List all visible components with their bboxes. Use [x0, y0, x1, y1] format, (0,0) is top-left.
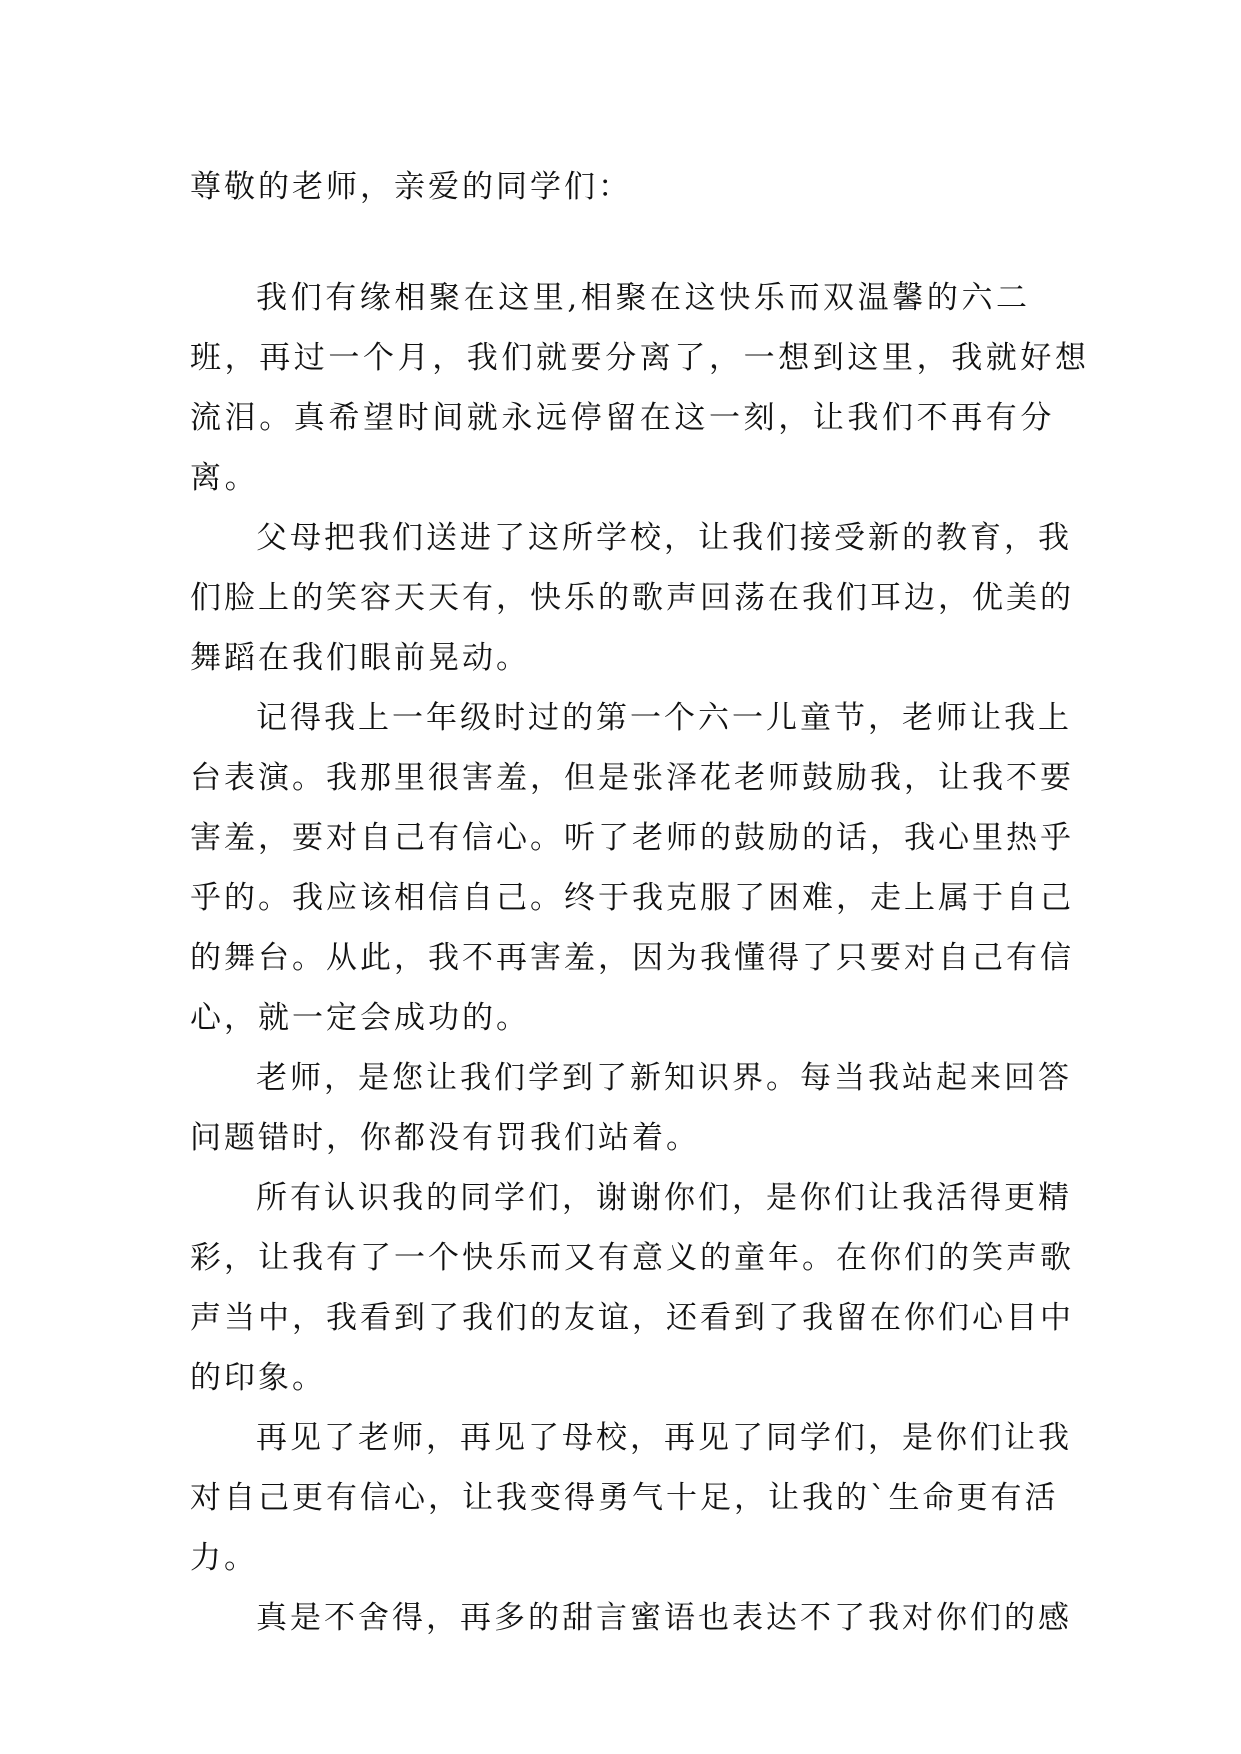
letter-body — [190, 268, 1090, 1648]
paragraph-5: 所有认识我的同学们，谢谢你们，是你们让我活得更精彩，让我有了一个快乐而又有意义的童年。在你们的笑声歌声当中，我看到了我们的友谊，还看到了我留在你们心目中的印象。 — [190, 1180, 1074, 1396]
paragraph-7: 真是不舍得，再多的甜言蜜语也表达不了我对你们的感 — [256, 1600, 1072, 1636]
paragraph-2: 父母把我们送进了这所学校，让我们接受新的教育，我们脸上的笑容天天有，快乐的歌声回荡在我们耳边，优美的舞蹈在我们眼前晃动。 — [190, 520, 1074, 676]
paragraph-4: 老师，是您让我们学到了新知识界。每当我站起来回答问题错时，你都没有罚我们站着。 — [190, 1060, 1072, 1156]
paragraph-3: 记得我上一年级时过的第一个六一儿童节，老师让我上台表演。我那里很害羞，但是张泽花老师鼓励我，让我不要害羞，要对自己有信心。听了老师的鼓励的话，我心里热乎乎的。我应该相信自己。终于我克服了困难，走上属于自己的舞台。从此，我不再害羞，因为我懂得了只要对自己有信心，就一定会成功的。 — [190, 700, 1074, 1036]
paragraph-6: 再见了老师，再见了母校，再见了同学们，是你们让我对自己更有信心，让我变得勇气十足，让我的`生命更有活力。 — [190, 1420, 1072, 1576]
paragraph-1: 我们有缘相聚在这里,相聚在这快乐而双温馨的六二班，再过一个月，我们就要分离了，一想到这里，我就好想流泪。真希望时间就永远停留在这一刻，让我们不再有分离。 — [190, 280, 1090, 496]
greeting-line: 尊敬的老师，亲爱的同学们： — [190, 169, 632, 205]
